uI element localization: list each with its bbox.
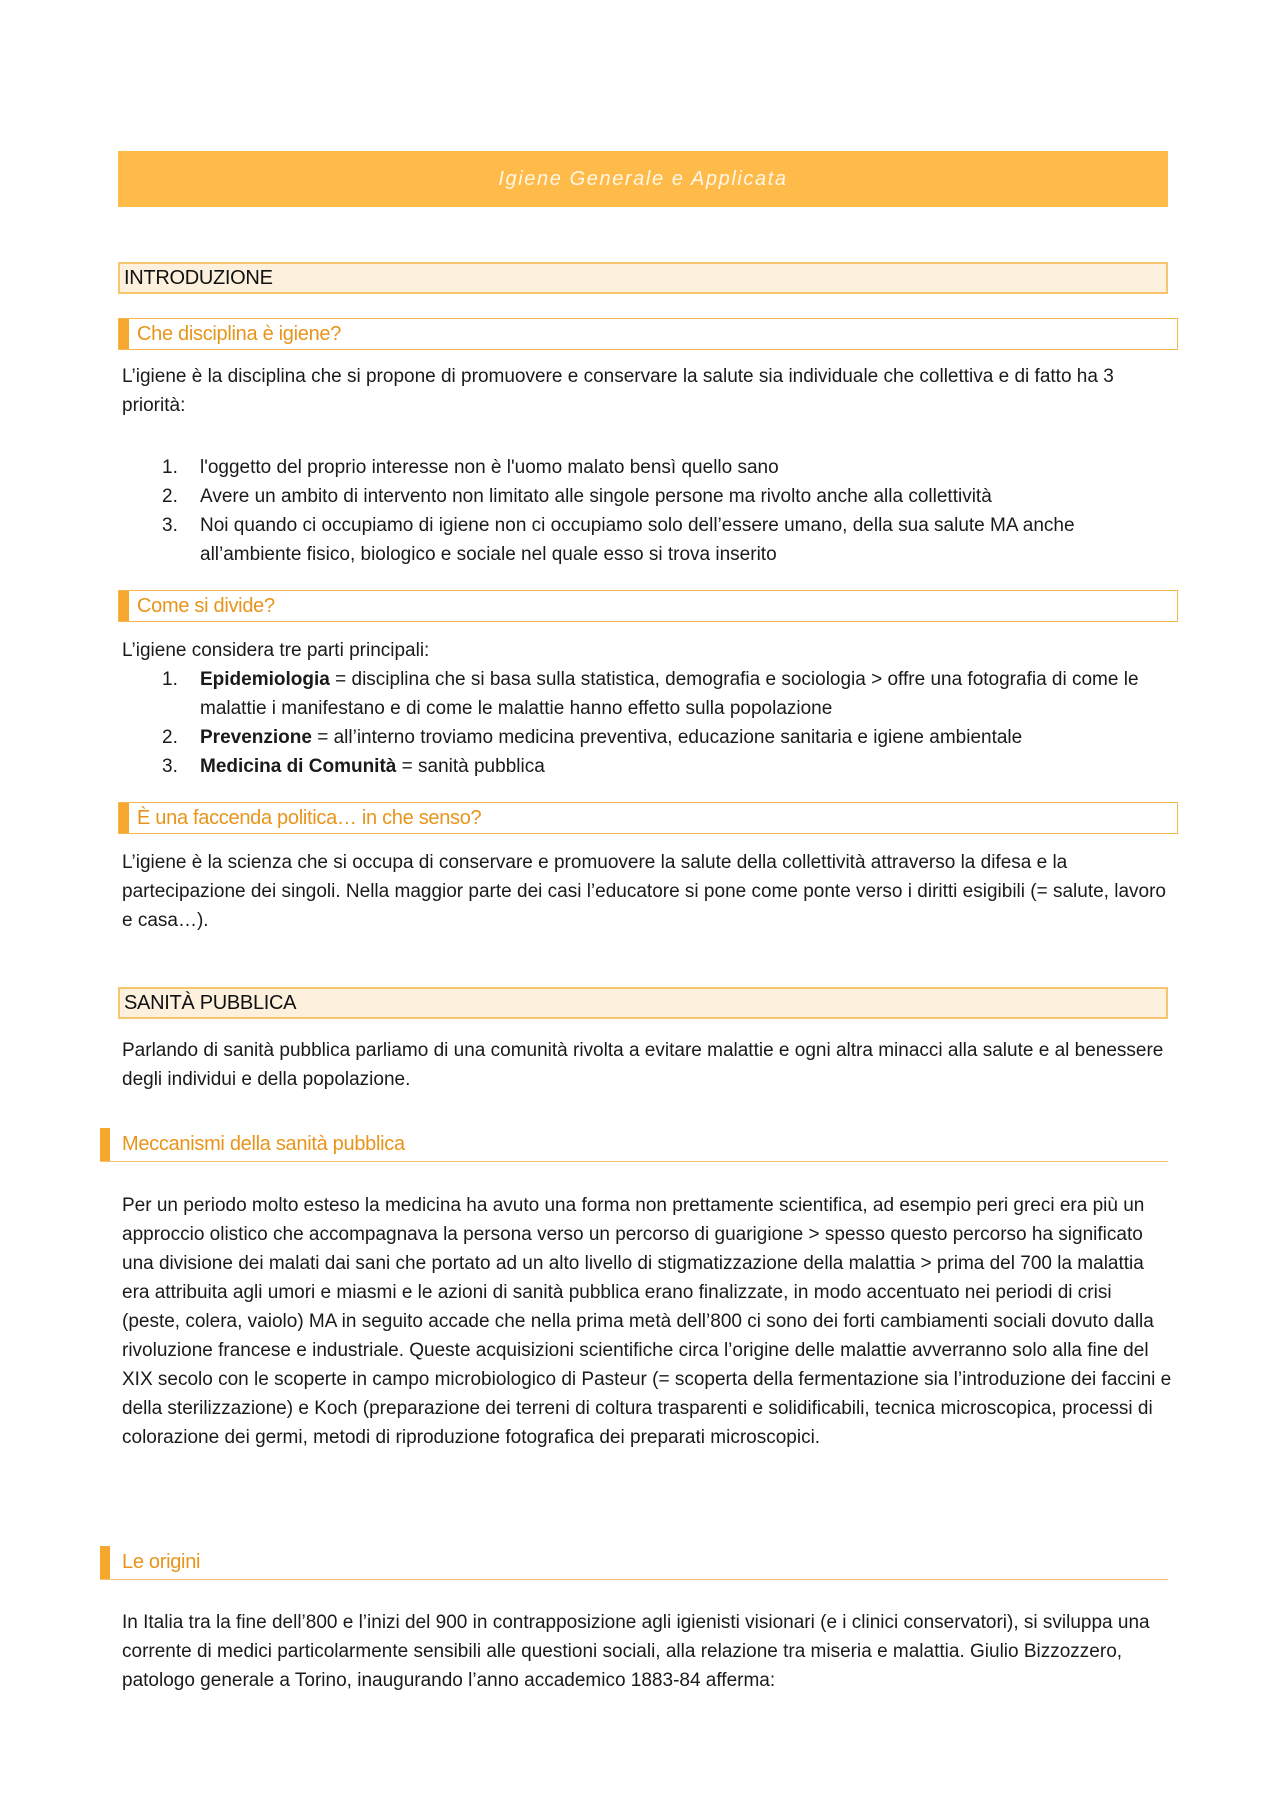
list-parti bbox=[122, 665, 1172, 781]
paragraph-meccanismi: Per un periodo molto esteso la medicina ha avuto una forma non prettamente scientifica, ad esempio peri greci era più un approccio olistico che accompagnava la persona verso un percorso di guarigione > spesso questo percorso ha significato una divisione dei malati dai sani che portato ad un alto livello di stigmatizzazione della malattia > prima del 700 la malattia era attribuita agli umori e miasmi e le azioni di sanità pubblica erano finalizzate, in modo accentuato nei periodi di crisi (peste, colera, vaiolo) MA in seguito accade che nella prima metà dell’800 ci sono dei forti cambiamenti sociali dovuto dalla rivoluzione francese e industriale. Queste acquisizioni scientifiche circa l’origine delle malattie avverranno solo alla fine del XIX secolo con le scoperte in campo microbiologico di Pasteur (= scoperta della fermentazione sia l’introduzione dei faccini e della sterilizzazione) e Koch (preparazione dei terreni di coltura trasparenti e solidificabili, tecnica microscopica, processi di colorazione dei germi, metodi di riproduzione fotografica dei preparati microscopici. bbox=[122, 1195, 1172, 1448]
list-item: 1. l'oggetto del proprio interesse non è l'uomo malato bensì quello sano bbox=[162, 457, 779, 478]
list-item: 3. Noi quando ci occupiamo di igiene non ci occupiamo solo dell’essere umano, della sua salute MA anche all’ambiente fisico, biologico e sociale nel quale esso si trova inserito bbox=[162, 515, 1075, 565]
paragraph-definizione: L’igiene è la disciplina che si propone di promuovere e conservare la salute sia individuale che collettiva e di fatto ha 3 priorità: bbox=[122, 366, 1114, 416]
list-item: 1. Epidemiologia = disciplina che si basa sulla statistica, demografia e sociologia > offre una fotografia di come le malattie i manifestano e di come le malattie hanno effetto sulla popolazione bbox=[162, 669, 1139, 719]
subheading-meccanismi: Meccanismi della sanità pubblica bbox=[100, 1128, 1168, 1162]
paragraph-sanita-pubblica: Parlando di sanità pubblica parliamo di una comunità rivolta a evitare malattie e ogni altra minacci alla salute e al benessere degli individui e della popolazione. bbox=[122, 1040, 1164, 1090]
subheading-faccenda-politica: È una faccenda politica… in che senso? bbox=[118, 802, 1178, 834]
document-title-banner bbox=[118, 151, 1168, 207]
subheading-come-si-divide: Come si divide? bbox=[118, 590, 1178, 622]
paragraph-tre-parti: L’igiene considera tre parti principali: bbox=[122, 640, 430, 661]
paragraph-le-origini: In Italia tra la fine dell’800 e l’inizi del 900 in contrapposizione agli igienisti visionari (e i clinici conservatori), si sviluppa una corrente di medici particolarmente sensibili alle questioni sociali, alla relazione tra miseria e malattia. Giulio Bizzozzero, patologo generale a Torino, inaugurando l’anno accademico 1883-84 afferma: bbox=[122, 1612, 1150, 1691]
paragraph-scienza: L’igiene è la scienza che si occupa di conservare e promuovere la salute della collettività attraverso la difesa e la partecipazione dei singoli. Nella maggior parte dei casi l’educatore si pone come ponte verso i diritti esigibili (= salute, lavoro e casa…). bbox=[122, 852, 1166, 931]
subheading-le-origini: Le origini bbox=[100, 1546, 1168, 1580]
subheading-che-disciplina: Che disciplina è igiene? bbox=[118, 318, 1178, 350]
document-title: Igiene Generale e Applicata bbox=[498, 167, 788, 190]
section-heading-introduzione: INTRODUZIONE bbox=[118, 262, 1168, 294]
list-priorita bbox=[122, 453, 1172, 569]
list-item: 2. Avere un ambito di intervento non limitato alle singole persone ma rivolto anche alla collettività bbox=[162, 486, 992, 507]
list-item: 2. Prevenzione = all’interno troviamo medicina preventiva, educazione sanitaria e igiene ambientale bbox=[162, 727, 1023, 748]
list-item: 3. Medicina di Comunità = sanità pubblica bbox=[162, 756, 545, 777]
section-heading-sanita-pubblica: SANITÀ PUBBLICA bbox=[118, 987, 1168, 1019]
